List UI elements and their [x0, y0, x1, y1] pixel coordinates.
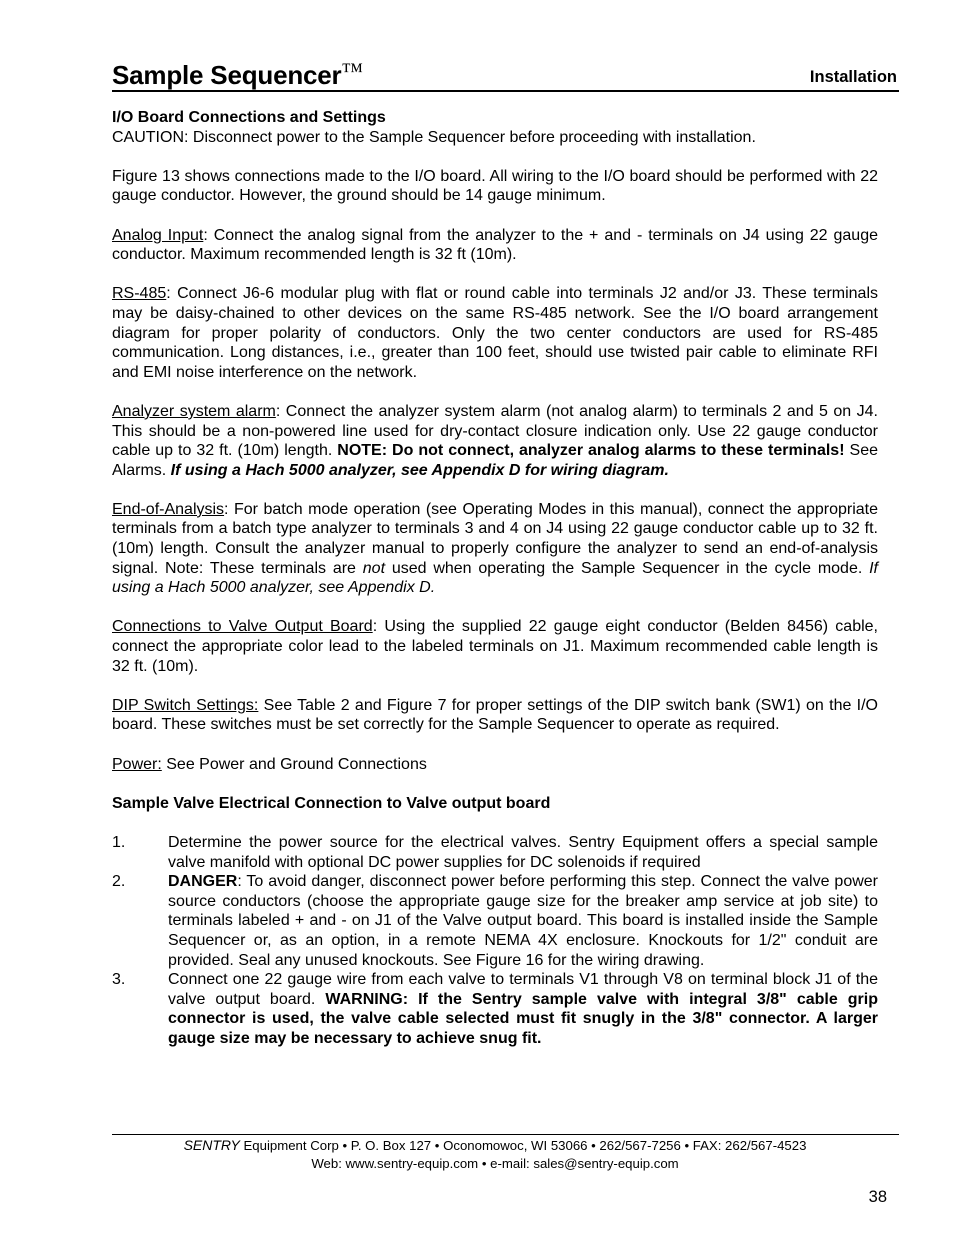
page-footer [112, 1136, 878, 1173]
eoa-text-2: used when operating the Sample Sequencer in the cycle mode. [385, 559, 870, 577]
footer-brand: SENTRY [183, 1137, 240, 1153]
footer-divider [112, 1134, 899, 1135]
analog-input-label: Analog Input [112, 226, 204, 244]
eoa-hach-note: If using a Hach 5000 analyzer, see Appendix D. [112, 559, 878, 597]
trademark-symbol: ™ [341, 58, 363, 83]
valve-section-heading: Sample Valve Electrical Connection to Valve output board [112, 794, 551, 812]
rs485-paragraph [112, 284, 878, 382]
power-text: See Power and Ground Connections [161, 755, 427, 773]
danger-label: DANGER [168, 873, 238, 891]
step-3-text: Connect one 22 gauge wire from each valve to terminals V1 through V8 on terminal block J1 of the valve output board. [168, 971, 878, 1008]
analyzer-alarm-label: Analyzer system alarm [112, 402, 276, 420]
alarm-note: NOTE: Do not connect, analyzer analog alarms to these terminals! [337, 442, 845, 460]
power-paragraph [112, 755, 878, 775]
end-of-analysis-paragraph [112, 500, 878, 598]
danger-text: : To avoid danger, disconnect power before performing this step. Connect the valve power source conductors (choose the appropriate gauge size for the breaker amp service at job site) to terminals labeled + and - on J1 of the Valve output board. This board is installed inside the Sample Sequencer or, as an option, in a remote NEMA 4X enclosure. Knockouts for 1/2" conduit are provided. Seal any unused knockouts. See Figure 16 for the wiring drawing. [168, 873, 878, 969]
step-number: 2. [112, 873, 126, 891]
eoa-text-1: : For batch mode operation (see Operating Modes in this manual), connect the appropriate terminals from a batch type analyzer to terminals 3 and 4 on J4 using 22 gauge conductor cable up to 32 ft. (10m) length. Consult the analyzer manual to properly configure the analyzer to send an end-of-analysis signal. Note: These terminals are [112, 500, 878, 577]
section-label: Installation [809, 68, 897, 86]
alarm-hach-note: If using a Hach 5000 analyzer, see Appendix D for wiring diagram. [170, 461, 669, 479]
list-item [112, 833, 878, 872]
power-label: Power: [112, 755, 162, 773]
eoa-not: not [362, 559, 386, 577]
list-item [112, 970, 878, 1048]
footer-address-line [112, 1136, 878, 1155]
io-heading: I/O Board Connections and Settings [112, 109, 386, 126]
step-text [168, 872, 878, 970]
step-number: 3. [112, 971, 126, 989]
figure-paragraph: Figure 13 shows connections made to the I/O board. All wiring to the I/O board should be performed with 22 gauge conductor. However, the ground should be 14 gauge minimum. [112, 167, 878, 205]
footer-web-line: Web: www.sentry-equip.com • e-mail: sales@sentry-equip.com [311, 1156, 679, 1171]
page-header [112, 58, 899, 92]
dip-switch-paragraph [112, 696, 878, 735]
footer-address: Equipment Corp • P. O. Box 127 • Oconomowoc, WI 53066 • 262/567-7256 • FAX: 262/567-4523 [239, 1138, 807, 1153]
dip-switch-text: See Table 2 and Figure 7 for proper settings of the DIP switch bank (SW1) on the I/O board. These switches must be set correctly for the Sample Sequencer to operate as required. [112, 696, 879, 734]
alarm-see: See Alarms. [112, 442, 878, 479]
valve-output-text: : Using the supplied 22 gauge eight conductor (Belden 8456) cable, connect the appropriate color lead to the labeled terminals on J1. Maximum recommended cable length is 32 ft. (10m). [112, 618, 878, 675]
document-title [112, 58, 363, 91]
valve-output-paragraph [112, 617, 878, 676]
step-text [168, 970, 878, 1048]
page-number: 38 [868, 1188, 887, 1206]
rs485-label: RS-485 [112, 285, 167, 303]
rs485-text: : Connect J6-6 modular plug with flat or round cable into terminals J2 and/or J3. These terminals may be daisy-chained to other devices on the same RS-485 network. See the I/O board arrangement diagram for proper polarity of conductors. Only the two center conductors are used for RS-485 communication. Long distances, i.e., greater than 100 feet, should use twisted pair cable to eliminate RFI and EMI noise interference on the network. [112, 285, 878, 381]
title-text: Sample Sequencer [112, 60, 342, 90]
warning-text: WARNING: If the Sentry sample valve with integral 3/8" cable grip connector is used, the valve cable selected must fit snugly in the 3/8" connector. A larger gauge size may be necessary to achieve snug fit. [168, 990, 878, 1047]
analyzer-alarm-paragraph [112, 402, 878, 480]
list-item [112, 872, 878, 970]
page-content [112, 108, 878, 1049]
analog-input-text: : Connect the analog signal from the analyzer to the + and - terminals on J4 using 22 gauge conductor. Maximum recommended length is 32 ft (10m). [112, 226, 878, 264]
valve-steps-list [112, 833, 878, 1049]
caution-text: CAUTION: Disconnect power to the Sample Sequencer before proceeding with installation. [112, 128, 756, 146]
analog-input-paragraph [112, 226, 878, 265]
dip-switch-label: DIP Switch Settings: [112, 696, 259, 714]
step-text: Determine the power source for the electrical valves. Sentry Equipment offers a special sample valve manifold with optional DC power supplies for DC solenoids if required [168, 833, 878, 871]
step-number: 1. [112, 833, 126, 851]
end-of-analysis-label: End-of-Analysis [112, 500, 225, 518]
valve-output-label: Connections to Valve Output Board [112, 618, 373, 636]
analyzer-alarm-text: : Connect the analyzer system alarm (not analog alarm) to terminals 2 and 5 on J4. This should be a non-powered line used for dry-contact closure indication only. Use 22 gauge conductor cable up to 32 ft. (10m) length. [112, 402, 879, 460]
